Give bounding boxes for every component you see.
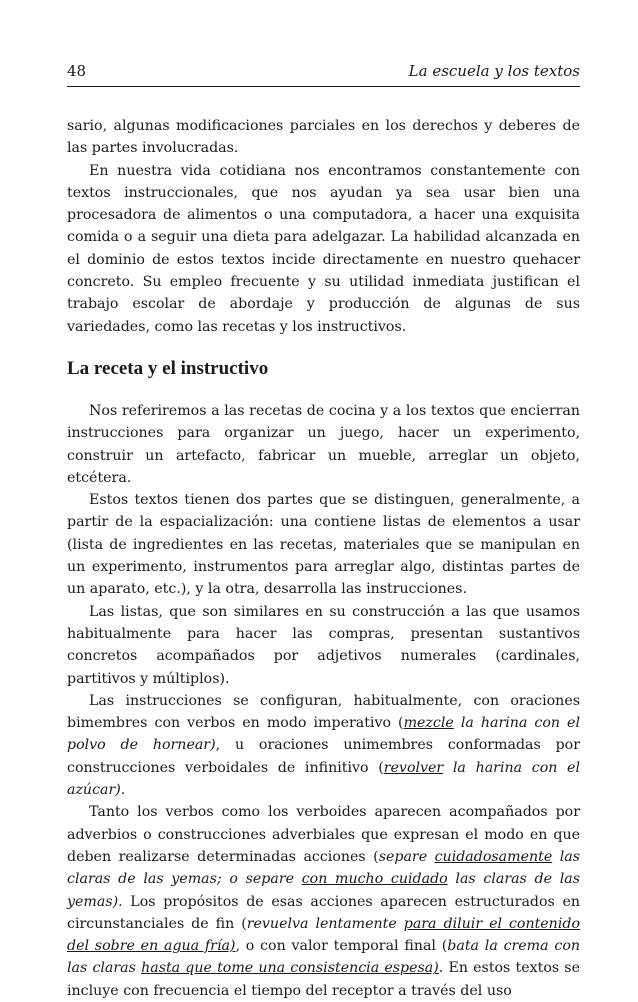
example-underlined: para diluir el contenido del sobre en agua fría) — [67, 915, 580, 955]
example-underlined: hasta que tome una consistencia espesa) — [141, 960, 439, 977]
text-run: Los propósitos de esas acciones aparecen estructurados en circunstanciales de fin ( — [67, 893, 580, 932]
body-text — [67, 115, 580, 1002]
paragraph: sario, algunas modificaciones parciales en los derechos y deberes de las partes involucradas. — [67, 118, 580, 157]
paragraph — [67, 690, 580, 801]
example-text: la harina con el azúcar). — [67, 759, 580, 799]
text-run: , o con valor temporal final ( — [235, 938, 448, 955]
text-run: Tanto los verbos como los verboides aparecen acompañados por adverbios o construcciones adverbiales que expresan el modo en que deben realizarse determinadas acciones ( — [67, 804, 580, 865]
running-header — [67, 62, 580, 80]
text-run: Las instrucciones se configuran, habitualmente, con oraciones bimembres con verbos en modo imperativo ( — [67, 692, 580, 732]
paragraph: Nos referiremos a las recetas de cocina y a los textos que encierran instrucciones para organizar un juego, hacer un experimento, construir un artefacto, fabricar un mueble, arreglar un objeto, etcétera. — [67, 402, 580, 486]
example-text: bata la crema con las claras — [67, 938, 581, 977]
example-text: las claras de las yemas; — [67, 848, 580, 888]
example-text: revuelva lentamente — [246, 915, 404, 932]
example-underlined: revolver — [383, 759, 444, 776]
example-text: separe — [378, 848, 435, 865]
text-run: , u oraciones unimembres conformadas por construcciones verboidales de infinitivo ( — [67, 737, 580, 776]
text-run: . En estos textos se incluye con frecuencia el tiempo del receptor a través del uso — [67, 960, 580, 999]
paragraph: En nuestra vida cotidiana nos encontramos constantemente con textos instruccionales, que nos ayudan ya sea usar bien una procesadora de alimentos o una computadora, a hacer una exquisita comida o a seguir una dieta para adelgazar. La habilidad alcanzada en el dominio de estos textos incide directamente en nuestro quehacer concreto. Su empleo frecuente y su utilidad inmediata justifican el trabajo escolar de abordaje y producción de algunas de sus variedades, como las recetas y los instructivos. — [67, 162, 580, 335]
example-underlined: mezcle — [403, 715, 454, 732]
section-heading: La receta y el instructivo — [67, 357, 269, 379]
paragraph: Las listas, que son similares en su construcción a las que usamos habitualmente para hacer las compras, presentan sustantivos concretos acompañados por adjetivos numerales (cardinales, partitivos y múltiplos). — [67, 603, 580, 687]
example-text: o separe — [229, 871, 302, 888]
example-text: la harina con el polvo de hornear) — [67, 715, 580, 754]
paragraph — [67, 801, 580, 1002]
running-title: La escuela y los textos — [408, 62, 580, 80]
header-rule — [67, 86, 580, 87]
example-text: las claras de las yemas). — [67, 871, 580, 910]
example-underlined: cuidadosamente — [434, 848, 553, 865]
example-underlined: con mucho cuidado — [301, 871, 448, 888]
page-number: 48 — [67, 62, 87, 80]
paragraph: Estos textos tienen dos partes que se distinguen, generalmente, a partir de la espacialización: una contiene listas de elementos a usar (lista de ingredientes en las recetas, materiales que se manipulan en un experimento, instrumentos para arreglar algo, distintas partes de un aparato, etc.), y la otra, desarrolla las instrucciones. — [67, 492, 580, 598]
